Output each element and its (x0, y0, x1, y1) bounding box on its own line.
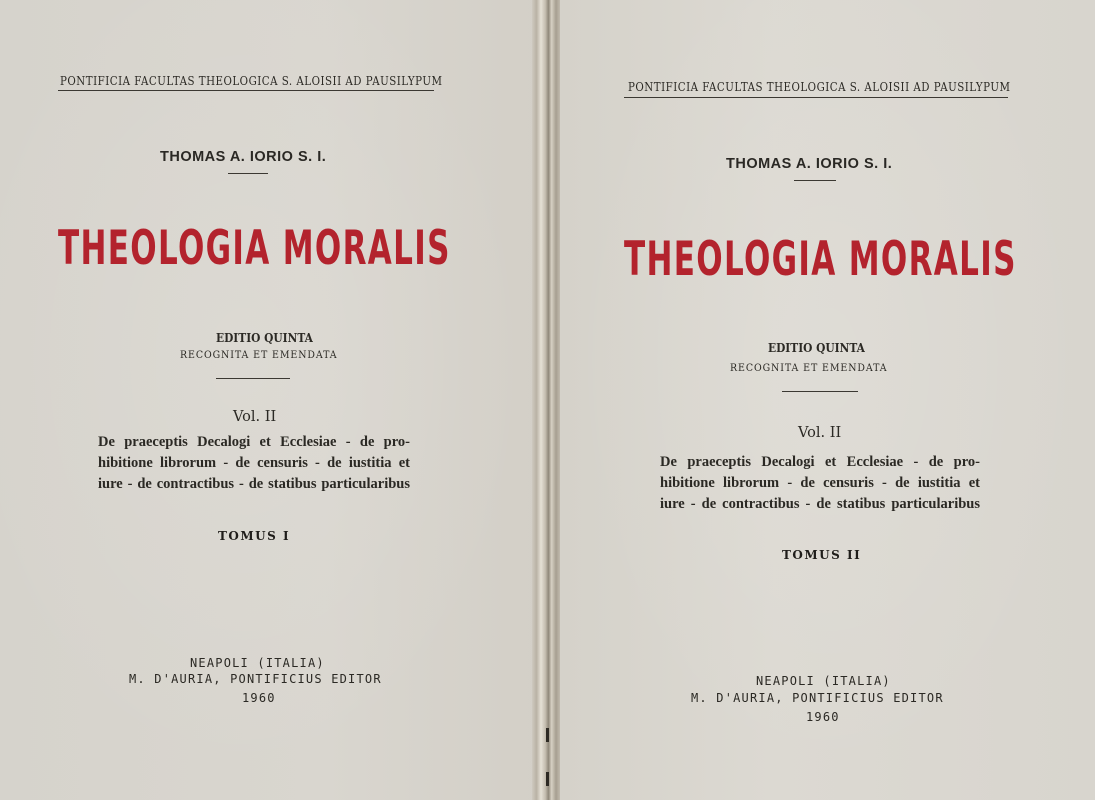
contents-line: De praeceptis Decalogi et Ecclesiae - de pro- (98, 434, 410, 450)
volume-label: Vol. II (798, 425, 842, 441)
recognita-label: RECOGNITA ET EMENDATA (730, 362, 888, 374)
contents-line: iure - de contractibus - de statibus particularibus (98, 476, 410, 492)
faculty-header: PONTIFICIA FACULTAS THEOLOGICA S. ALOISII AD PAUSILYPUM (60, 73, 443, 88)
contents-line: De praeceptis Decalogi et Ecclesiae - de pro- (660, 454, 980, 470)
imprint-city: NEAPOLI (ITALIA) (190, 656, 325, 670)
contents-line: hibitione librorum - de censuris - de iustitia et (660, 475, 980, 491)
edition-rule (782, 391, 858, 392)
imprint-publisher: M. D'AURIA, PONTIFICIUS EDITOR (691, 691, 944, 705)
imprint-year: 1960 (806, 710, 840, 724)
recognita-label: RECOGNITA ET EMENDATA (180, 349, 338, 361)
faculty-header: PONTIFICIA FACULTAS THEOLOGICA S. ALOISII AD PAUSILYPUM (628, 79, 1011, 94)
book-cover-tomus-2 (560, 0, 1095, 800)
imprint-publisher: M. D'AURIA, PONTIFICIUS EDITOR (129, 672, 382, 686)
author-rule (228, 173, 268, 174)
volume-contents (98, 432, 410, 495)
header-rule (58, 90, 434, 91)
book-spine (532, 0, 562, 800)
contents-line: hibitione librorum - de censuris - de iustitia et (98, 455, 410, 471)
author-name: THOMAS A. IORIO S. I. (160, 149, 327, 165)
volume-contents (660, 452, 980, 515)
header-rule (624, 97, 1008, 98)
edition-label: EDITIO QUINTA (768, 340, 865, 355)
spine-mark (546, 728, 549, 742)
tomus-label: TOMUS I (218, 529, 291, 543)
edition-rule (216, 378, 290, 379)
author-name: THOMAS A. IORIO S. I. (726, 156, 893, 172)
spine-mark (546, 772, 549, 786)
book-title: THEOLOGIA MORALIS (624, 232, 1017, 287)
tomus-label: TOMUS II (782, 548, 862, 562)
book-cover-tomus-1 (0, 0, 543, 800)
imprint-year: 1960 (242, 691, 276, 705)
imprint-city: NEAPOLI (ITALIA) (756, 674, 891, 688)
edition-label: EDITIO QUINTA (216, 330, 313, 345)
contents-line: iure - de contractibus - de statibus particularibus (660, 496, 980, 512)
author-rule (794, 180, 836, 181)
volume-label: Vol. II (233, 409, 277, 425)
book-title: THEOLOGIA MORALIS (58, 221, 451, 276)
